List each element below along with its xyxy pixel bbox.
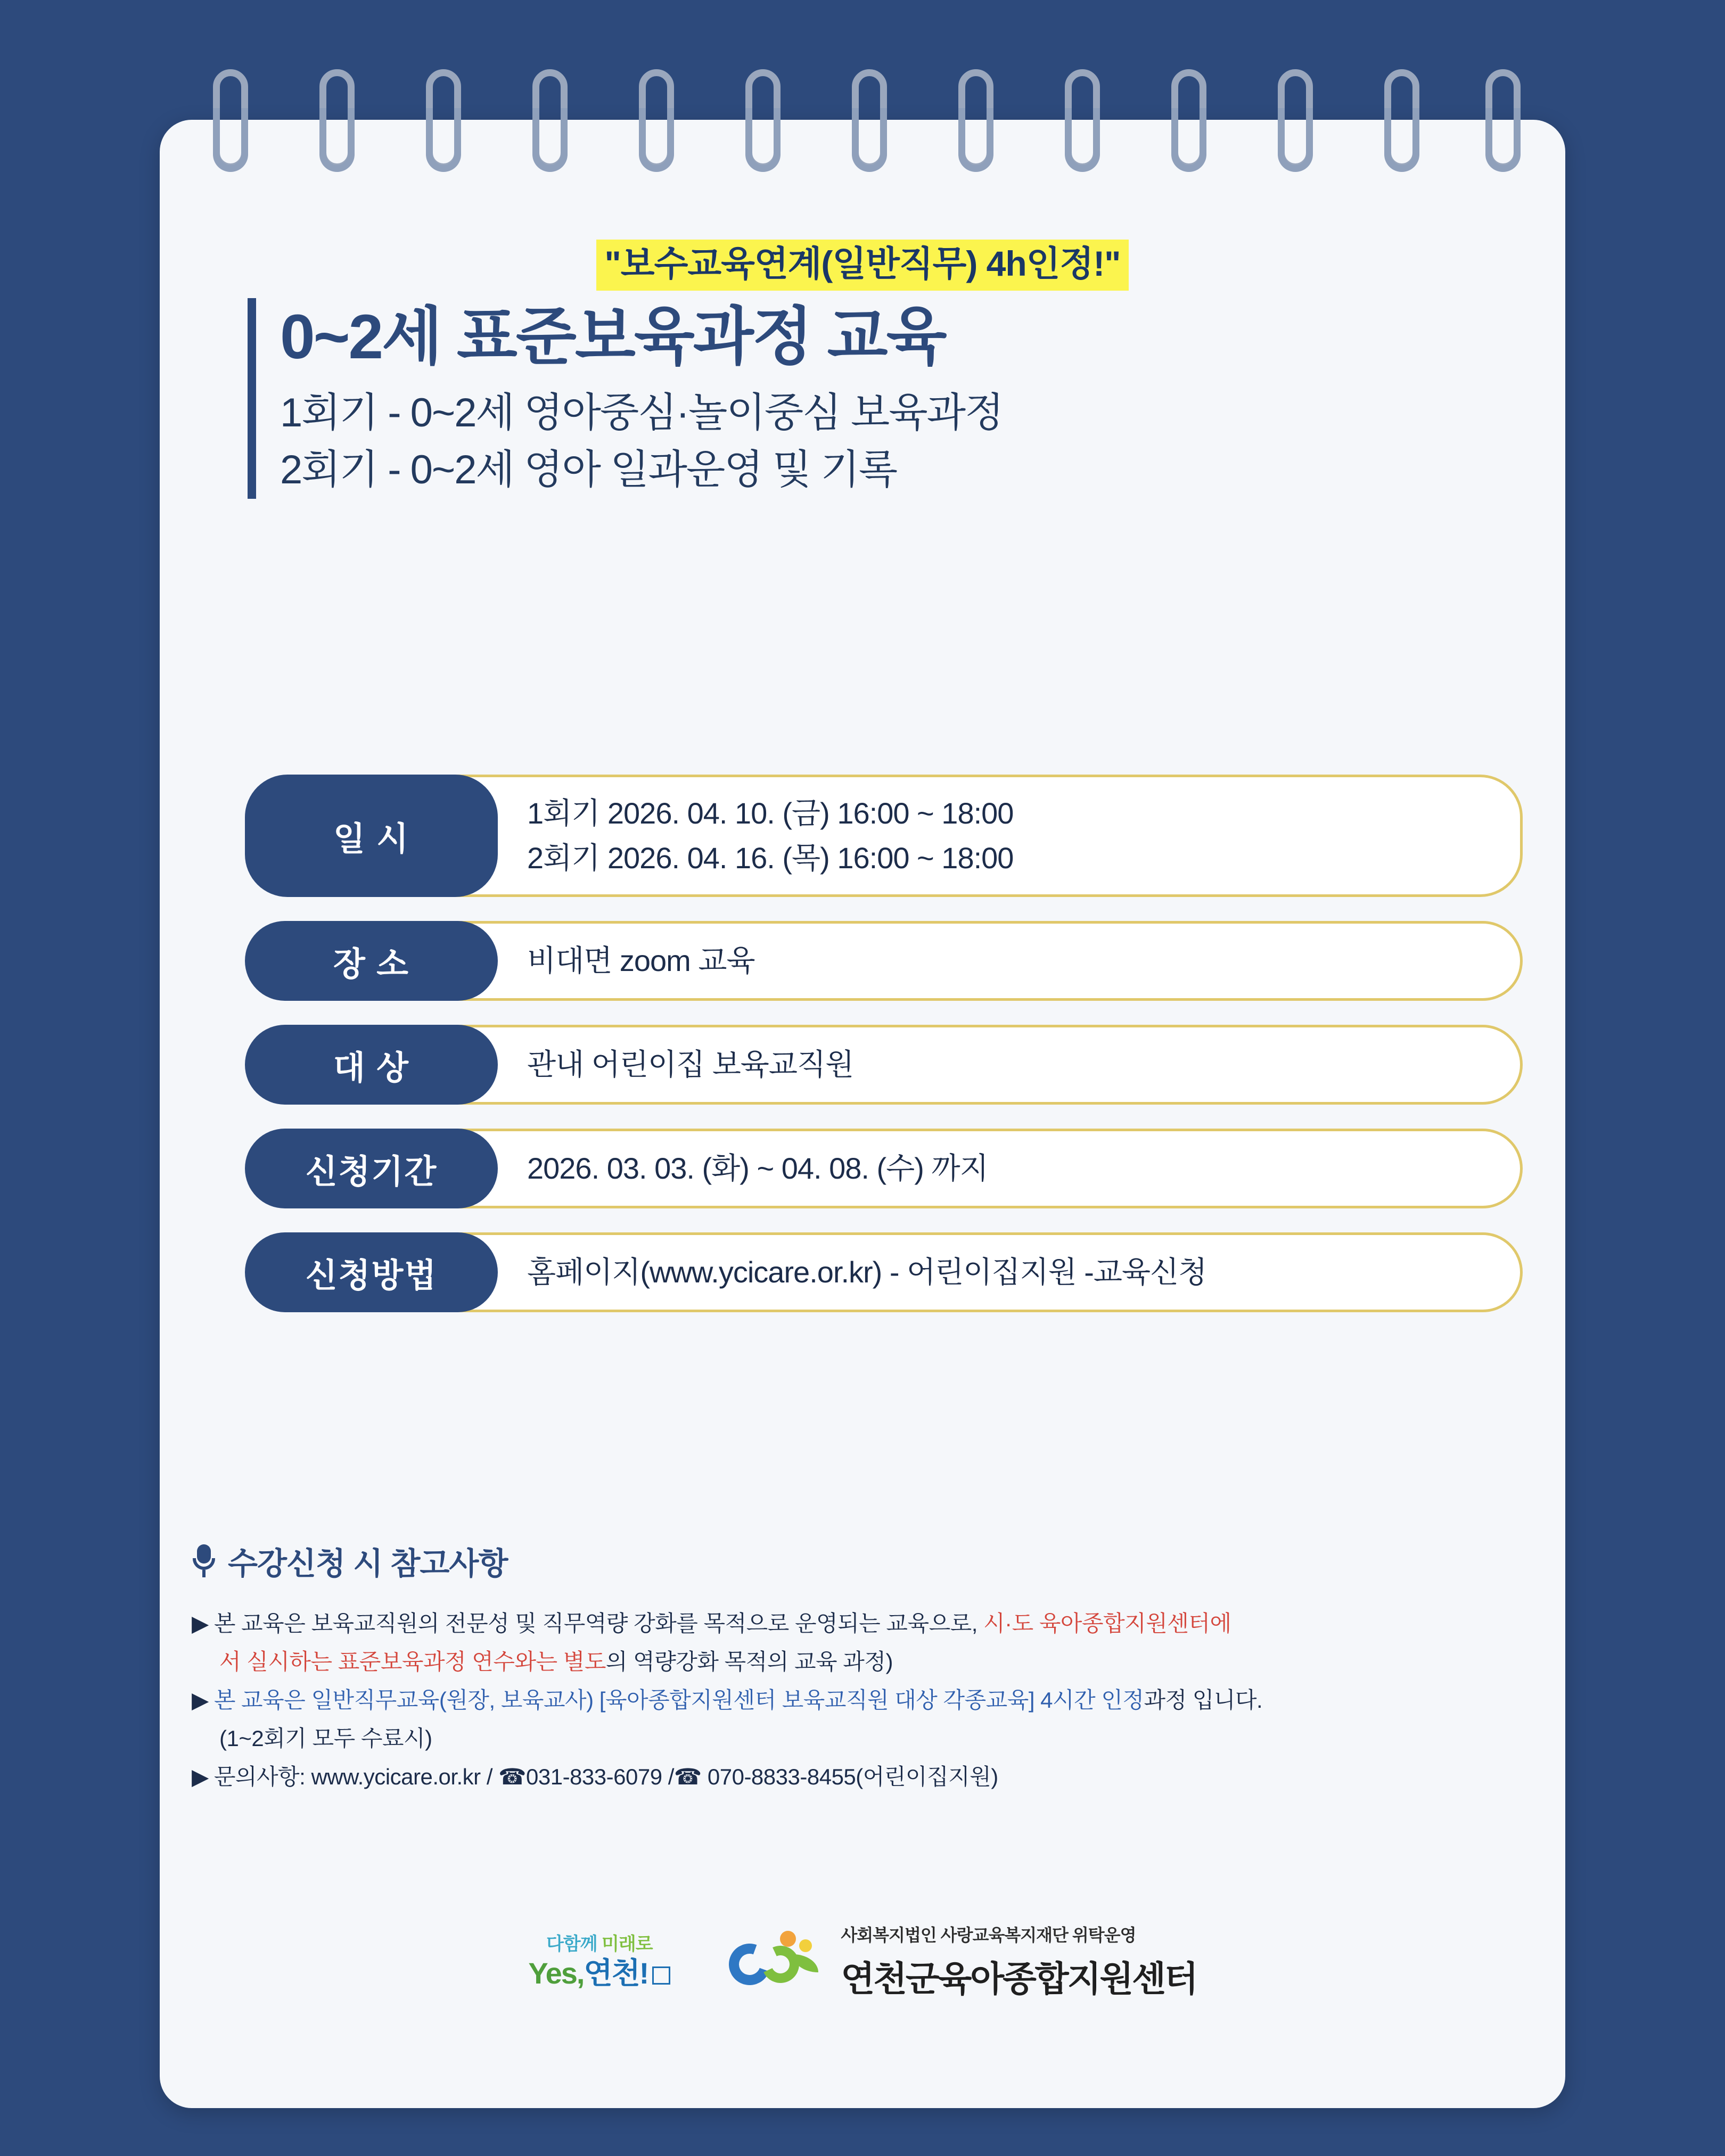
info-label-audience: 대 상 [245, 1025, 498, 1105]
bullet-icon: ▶ [192, 1764, 209, 1790]
microphone-icon [192, 1544, 216, 1577]
subtitle-line-2: 2회기 - 0~2세 영아 일과운영 및 기록 [280, 447, 897, 493]
center-logo-subtitle: 사회복지법인 사랑교육복지재단 위탁운영 [841, 1925, 1136, 1945]
note-item-1-text: 본 교육은 보육교직원의 전문성 및 직무역량 강화를 목적으로 운영되는 교육으로, [213, 1611, 984, 1636]
highlight-text: "보수교육연계(일반직무) 4h인정!" [596, 240, 1129, 291]
info-value-application-method[interactable]: 홈페이지(www.ycicare.or.kr) - 어린이집지원 -교육신청 [527, 1255, 1207, 1289]
info-label-location: 장 소 [245, 921, 498, 1001]
notes-header [192, 1538, 1555, 1583]
note-item-1-text-2: 의 역량강화 목적의 교육 과정) [605, 1649, 893, 1675]
info-label-datetime: 일 시 [245, 775, 498, 897]
note-item-2-sub: (1~2회기 모두 수료시) [219, 1726, 432, 1751]
note-item-3-text: 문의사항: www.ycicare.or.kr / ☎031-833-6079 /☎ 070-8833-8455(어린이집지원) [213, 1764, 998, 1790]
info-value-datetime-line-2: 2회기 2026. 04. 16. (목) 16:00 ~ 18:00 [527, 841, 1014, 875]
info-value-location: 비대면 zoom 교육 [527, 944, 755, 977]
note-item-3 [192, 1759, 1555, 1795]
center-logo-mark-icon [729, 1930, 830, 1994]
yeoncheon-logo-badge-icon [652, 1966, 670, 1985]
info-value-datetime-line-1: 1회기 2026. 04. 10. (금) 16:00 ~ 18:00 [527, 796, 1014, 830]
info-row-audience [245, 1025, 1523, 1105]
footer-logos [0, 1922, 1725, 2001]
yeoncheon-logo-yes: Yes, [528, 1956, 584, 1990]
info-rows [245, 775, 1523, 1336]
center-logo-name: 연천군육아종합지원센터 [841, 1959, 1197, 1998]
yeoncheon-logo [528, 1935, 670, 1988]
info-value-application-period: 2026. 03. 03. (화) ~ 04. 08. (수) 까지 [527, 1151, 988, 1185]
highlight-banner [0, 240, 1725, 291]
bullet-icon: ▶ [192, 1688, 209, 1713]
info-row-location [245, 921, 1523, 1001]
note-item-1-red-2: 서 실시하는 표준보육과정 연수와는 별도 [219, 1649, 606, 1675]
info-value-datetime [498, 791, 1013, 880]
note-item-1-red: 시·도 육아종합지원센터에 [983, 1611, 1231, 1636]
yeoncheon-tagline-a: 다함께 [546, 1933, 602, 1954]
note-item-1 [192, 1606, 1555, 1642]
subtitle-line-1: 1회기 - 0~2세 영아중심·놀이중심 보육과정 [280, 390, 1003, 435]
title-block [248, 298, 1451, 499]
info-label-application-period: 신청기간 [245, 1129, 498, 1208]
center-logo [729, 1922, 1196, 2001]
info-label-application-method: 신청방법 [245, 1232, 498, 1312]
note-item-2 [192, 1682, 1555, 1718]
note-item-2-blue: 본 교육은 일반직무교육(원장, 보육교사) [육아종합지원센터 보육교직원 대상 각종교육] 4시간 인정 [213, 1688, 1144, 1713]
info-value-audience: 관내 어린이집 보육교직원 [527, 1048, 854, 1081]
notes-title: 수강신청 시 참고사항 [228, 1546, 508, 1581]
yeoncheon-logo-rest: 연천! [584, 1956, 648, 1990]
info-row-datetime [245, 775, 1523, 897]
bullet-icon: ▶ [192, 1611, 209, 1636]
note-item-2-tail: 과정 입니다. [1144, 1688, 1263, 1713]
center-logo-text [841, 1922, 1196, 2001]
note-item-1-cont [192, 1644, 1555, 1680]
yeoncheon-tagline-b: 미래로 [602, 1933, 653, 1954]
info-row-application-period [245, 1129, 1523, 1208]
notes-section [192, 1538, 1555, 1797]
info-row-application-method [245, 1232, 1523, 1312]
yeoncheon-logo-text [528, 1958, 670, 1988]
page-title: 0~2세 표준보육과정 교육 [280, 302, 946, 372]
yeoncheon-logo-tagline [528, 1935, 670, 1953]
